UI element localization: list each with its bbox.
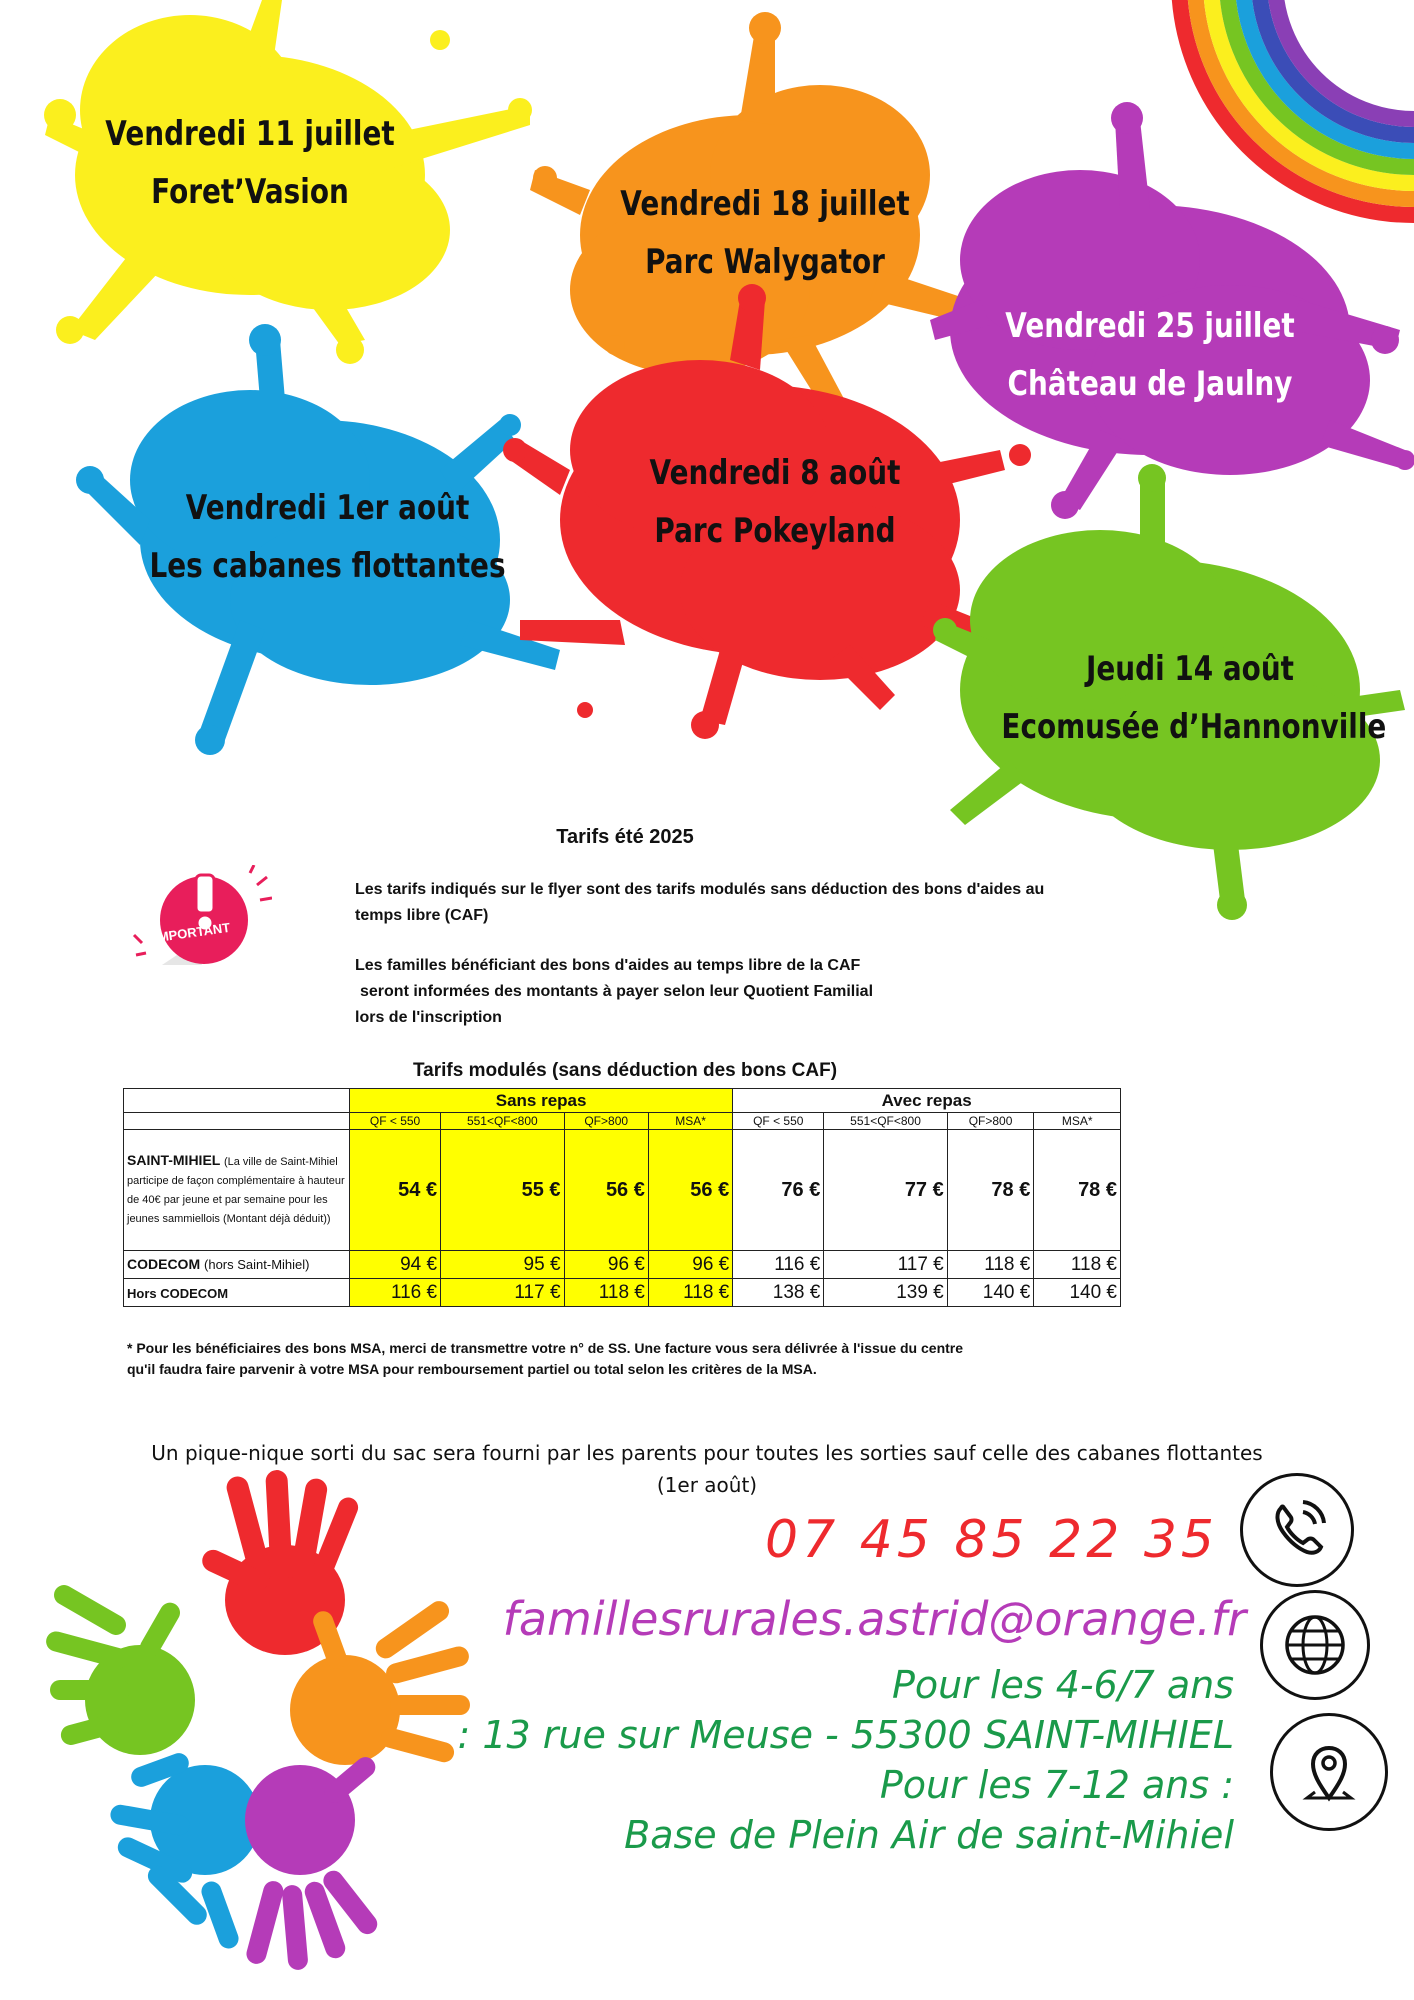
price-cell: 139 € [824, 1279, 947, 1307]
sub-header: 551<QF<800 [824, 1113, 947, 1130]
picnic-note-line: Un pique-nique sorti du sac sera fourni par les parents pour toutes les sorties sauf celle des cabanes flottantes [151, 1441, 1263, 1465]
tarifs-note-line: lors de l'inscription [355, 1009, 502, 1026]
price-cell: 116 € [733, 1251, 824, 1279]
row-label-note: (La ville de Saint-Mihiel participe de façon complémentaire à hauteur de 40€ par jeune et par semaine pour les jeunes sammiellois (Montant déjà déduit)) [127, 1156, 345, 1225]
price-cell: 56 € [564, 1130, 648, 1251]
email-address[interactable]: famillesrurales.astrid@orange.fr [502, 1592, 1246, 1646]
tarifs-note-1: Les tarifs indiqués sur le flyer sont des tarifs modulés sans déduction des bons d'aides au temps libre (CAF) [355, 881, 1045, 924]
outing-date: Vendredi 1er août [185, 488, 470, 528]
outing-card-2 [576, 175, 953, 291]
picnic-note-line: (1er août) [656, 1473, 758, 1497]
price-cell: 78 € [947, 1130, 1034, 1251]
group-header-sans-repas: Sans repas [350, 1089, 733, 1113]
price-cell: 56 € [648, 1130, 732, 1251]
phone-number[interactable]: 07 45 85 22 35 [765, 1510, 1218, 1570]
price-cell: 118 € [1034, 1251, 1121, 1279]
price-cell: 118 € [947, 1251, 1034, 1279]
price-cell: 140 € [947, 1279, 1034, 1307]
outing-date: Vendredi 8 août [649, 453, 901, 493]
price-cell: 76 € [733, 1130, 824, 1251]
outing-place: Foret’Vasion [151, 172, 349, 212]
price-cell: 78 € [1034, 1130, 1121, 1251]
outing-place: Parc Walygator [645, 242, 885, 282]
picnic-note [30, 1437, 1384, 1501]
tarifs-note-2 [355, 953, 1055, 1031]
price-cell: 96 € [564, 1251, 648, 1279]
price-cell: 117 € [441, 1279, 564, 1307]
table-row [124, 1130, 1121, 1251]
location-pin-icon [1273, 1716, 1385, 1828]
sub-header: 551<QF<800 [441, 1113, 564, 1130]
outing-card-4 [125, 479, 531, 595]
group-header-avec-repas: Avec repas [733, 1089, 1121, 1113]
row-label-name: CODECOM [127, 1256, 201, 1272]
row-label-name: SAINT-MIHIEL [127, 1152, 221, 1168]
row-label-name: Hors CODECOM [127, 1285, 229, 1301]
tarifs-title: Tarifs été 2025 [556, 826, 694, 848]
globe-icon-circle[interactable] [1260, 1590, 1370, 1700]
footnote-line: qu'il faudra faire parvenir à votre MSA pour remboursement partiel ou total selon les critères de la MSA. [127, 1361, 817, 1377]
row-label-note: (hors Saint-Mihiel) [204, 1257, 310, 1272]
location-icon-circle[interactable] [1270, 1713, 1388, 1831]
outing-card-3 [978, 297, 1322, 413]
price-cell: 95 € [441, 1251, 564, 1279]
important-alert-icon [132, 865, 272, 975]
price-cell: 94 € [350, 1251, 441, 1279]
price-cell: 54 € [350, 1130, 441, 1251]
row-label [124, 1130, 350, 1251]
table-row [124, 1279, 1121, 1307]
address-block [457, 1660, 1234, 1860]
important-badge-label: IMPORTANT [153, 919, 231, 946]
price-cell: 55 € [441, 1130, 564, 1251]
row-label [124, 1279, 350, 1307]
outing-place: Parc Pokeyland [654, 511, 896, 551]
msa-footnote [127, 1338, 1127, 1380]
price-cell: 140 € [1034, 1279, 1121, 1307]
address-line: : 13 rue sur Meuse - 55300 SAINT-MIHIEL [457, 1713, 1234, 1757]
outing-date: Vendredi 18 juillet [620, 184, 910, 224]
tarifs-note-line: seront informées des montants à payer selon leur Quotient Familial [360, 983, 874, 1000]
outing-card-6 [1001, 640, 1387, 756]
outing-card-1 [78, 105, 422, 221]
price-cell: 118 € [564, 1279, 648, 1307]
price-cell: 118 € [648, 1279, 732, 1307]
row-label [124, 1251, 350, 1279]
outing-card-5 [586, 444, 963, 560]
price-cell: 96 € [648, 1251, 732, 1279]
outing-place: Les cabanes flottantes [149, 546, 506, 586]
tarifs-table [123, 1088, 1121, 1307]
price-cell: 117 € [824, 1251, 947, 1279]
globe-icon [1263, 1593, 1367, 1697]
sub-header: MSA* [1034, 1113, 1121, 1130]
outing-date: Vendredi 11 juillet [105, 114, 395, 154]
price-cell: 77 € [824, 1130, 947, 1251]
phone-icon-circle[interactable] [1240, 1473, 1354, 1587]
table-sub-header-row [124, 1113, 1121, 1130]
price-cell: 138 € [733, 1279, 824, 1307]
address-line: Pour les 4-6/7 ans [891, 1663, 1234, 1707]
outing-place: Château de Jaulny [1007, 364, 1293, 404]
table-title: Tarifs modulés (sans déduction des bons CAF) [412, 1060, 838, 1081]
outing-place: Ecomusée d’Hannonville [1001, 707, 1387, 747]
outing-date: Vendredi 25 juillet [1005, 306, 1295, 346]
sub-header: QF>800 [564, 1113, 648, 1130]
address-line: Base de Plein Air de saint-Mihiel [624, 1813, 1234, 1857]
phone-icon [1243, 1476, 1351, 1584]
sub-header: MSA* [648, 1113, 732, 1130]
outing-date: Jeudi 14 août [1086, 649, 1294, 689]
sub-header: QF>800 [947, 1113, 1034, 1130]
important-badge [132, 865, 272, 975]
table-group-header-row [124, 1089, 1121, 1113]
table-corner-cell [124, 1089, 350, 1113]
sub-header: QF < 550 [350, 1113, 441, 1130]
table-row [124, 1251, 1121, 1279]
footnote-line: * Pour les bénéficiaires des bons MSA, merci de transmettre votre n° de SS. Une facture vous sera délivrée à l'issue du centre [127, 1340, 964, 1356]
sub-header: QF < 550 [733, 1113, 824, 1130]
rainbow-arc [1179, 0, 1414, 215]
price-cell: 116 € [350, 1279, 441, 1307]
address-line: Pour les 7-12 ans : [879, 1763, 1234, 1807]
colorful-hands-illustration [44, 1469, 471, 1970]
table-corner-cell [124, 1113, 350, 1130]
tarifs-note-line: Les familles bénéficiant des bons d'aides au temps libre de la CAF [355, 957, 861, 974]
